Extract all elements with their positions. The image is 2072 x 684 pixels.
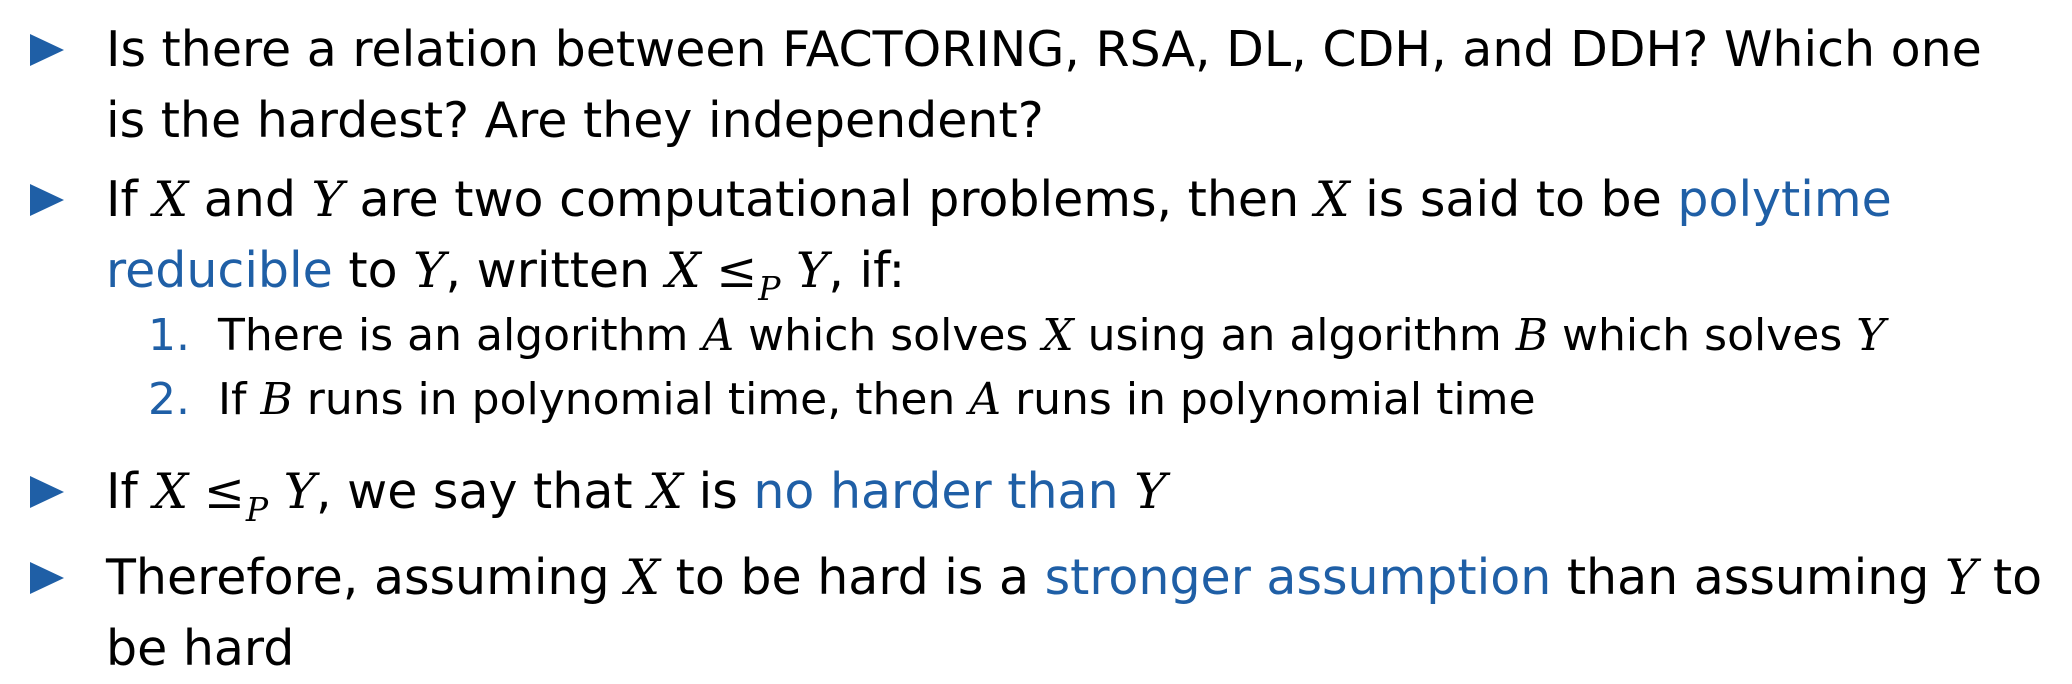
text-segment: to bbox=[1977, 549, 2043, 606]
math-variable: X bbox=[665, 242, 701, 299]
math-variable: Y bbox=[413, 242, 446, 299]
text-segment: is said to be bbox=[1349, 171, 1678, 228]
text-segment: There is an algorithm bbox=[218, 310, 703, 361]
bullet-text bbox=[106, 542, 2046, 684]
math-variable: B bbox=[1515, 310, 1549, 361]
math-variable: Y bbox=[283, 463, 316, 520]
bullet-line: is the hardest? Are they independent? bbox=[106, 92, 1044, 149]
math-subscript: P bbox=[245, 490, 269, 529]
math-variable: X bbox=[153, 171, 189, 228]
item-number: 1. bbox=[148, 310, 190, 361]
text-segment: which solves bbox=[1548, 310, 1857, 361]
highlighted-term: no harder than bbox=[753, 463, 1119, 520]
numbered-item bbox=[148, 368, 2048, 432]
text-segment: and bbox=[188, 171, 312, 228]
item-text bbox=[218, 368, 1536, 432]
triangle-bullet-icon bbox=[30, 476, 64, 508]
math-variable: A bbox=[702, 310, 735, 361]
math-variable: Y bbox=[796, 242, 829, 299]
text-segment: runs in polynomial time, then bbox=[292, 374, 970, 425]
text-segment: , written bbox=[445, 242, 666, 299]
math-variable: B bbox=[260, 374, 293, 425]
text-segment: runs in polynomial time bbox=[1001, 374, 1536, 425]
math-variable: X bbox=[153, 463, 189, 520]
math-variable: X bbox=[625, 549, 661, 606]
item-text bbox=[218, 304, 1885, 368]
relation-symbol: ≤ bbox=[716, 242, 758, 299]
text-segment: using an algorithm bbox=[1073, 310, 1516, 361]
math-variable: X bbox=[648, 463, 684, 520]
numbered-list bbox=[148, 304, 2048, 432]
highlighted-term: polytime bbox=[1677, 171, 1892, 228]
highlighted-term: reducible bbox=[106, 242, 333, 299]
math-variable: Y bbox=[311, 171, 344, 228]
text-segment: Therefore, assuming bbox=[106, 549, 626, 606]
text-segment: , if: bbox=[828, 242, 906, 299]
text-segment: to bbox=[332, 242, 414, 299]
text-segment: If bbox=[106, 463, 154, 520]
triangle-bullet-icon bbox=[30, 562, 64, 594]
bullet-text bbox=[106, 164, 2046, 306]
math-variable: A bbox=[969, 374, 1002, 425]
relation-symbol: ≤ bbox=[203, 463, 245, 520]
text-segment: is bbox=[683, 463, 754, 520]
text-segment: If bbox=[106, 171, 154, 228]
text-segment: If bbox=[218, 374, 261, 425]
bullet-line bbox=[106, 235, 2046, 306]
math-variable: Y bbox=[1856, 310, 1886, 361]
numbered-item bbox=[148, 304, 2048, 368]
highlighted-term: stronger assumption bbox=[1044, 549, 1552, 606]
bullet-line bbox=[106, 456, 2046, 527]
text-segment: than assuming bbox=[1551, 549, 1945, 606]
math-variable: Y bbox=[1945, 549, 1978, 606]
bullet-text bbox=[106, 14, 2046, 156]
bullet-text bbox=[106, 456, 2046, 527]
triangle-bullet-icon bbox=[30, 34, 64, 66]
bullet-line bbox=[106, 164, 2046, 235]
text-segment: , we say that bbox=[315, 463, 649, 520]
triangle-bullet-icon bbox=[30, 184, 64, 216]
math-variable: X bbox=[1042, 310, 1074, 361]
text-segment: are two computational problems, then bbox=[343, 171, 1315, 228]
bullet-line: be hard bbox=[106, 620, 295, 677]
bullet-line bbox=[106, 542, 2046, 613]
math-variable: X bbox=[1314, 171, 1350, 228]
text-segment: which solves bbox=[734, 310, 1043, 361]
item-number: 2. bbox=[148, 374, 190, 425]
math-subscript: P bbox=[758, 269, 781, 308]
math-variable: Y bbox=[1134, 463, 1167, 520]
text-segment: to be hard is a bbox=[660, 549, 1045, 606]
bullet-line: Is there a relation between FACTORING, RSA, DL, CDH, and DDH? Which one bbox=[106, 21, 1982, 78]
